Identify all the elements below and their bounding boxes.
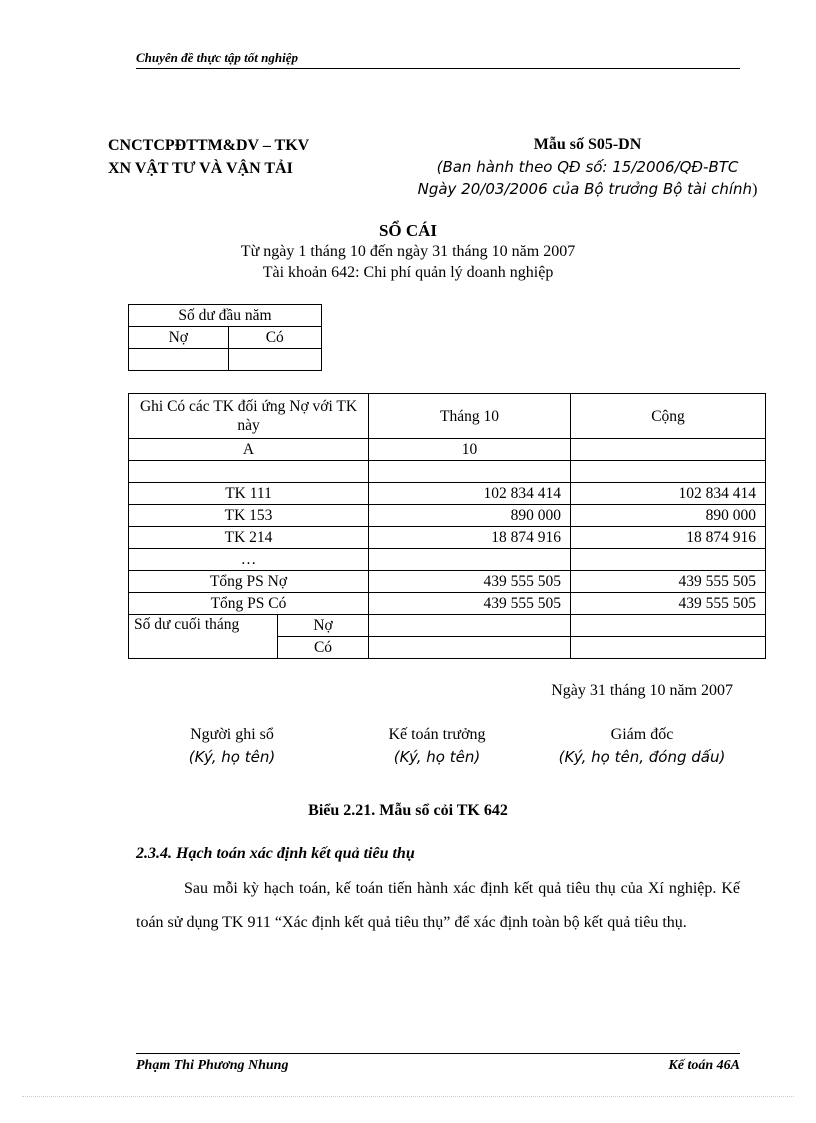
table-row (129, 505, 766, 527)
signature-note: (Ký, họ tên) (188, 748, 276, 766)
row-account: TK 153 (129, 505, 369, 527)
row-total-value: 18 874 916 (571, 527, 766, 549)
row-month-value: 890 000 (369, 505, 571, 527)
row-month-value: 102 834 414 (369, 483, 571, 505)
organization-block (108, 134, 309, 180)
date-line: Ngày 31 tháng 10 năm 2007 (551, 682, 733, 699)
table-row (129, 593, 766, 615)
opening-debit-header: Nợ (129, 327, 229, 349)
signature-director (532, 724, 752, 768)
ledger-period: Từ ngày 1 tháng 10 đến ngày 31 tháng 10 năm 2007 (240, 243, 576, 260)
opening-balance-header: Số dư đầu năm (129, 305, 322, 327)
table-row (129, 483, 766, 505)
column-header-total: Cộng (571, 394, 766, 439)
code-total (571, 439, 766, 461)
column-header-month: Tháng 10 (369, 394, 571, 439)
header-rule (136, 68, 740, 69)
signature-role: Kế toán trưởng (388, 726, 486, 743)
row-account: Tổng PS Nợ (129, 571, 369, 593)
header-title: Chuyên đề thực tập tốt nghiệp (136, 50, 298, 65)
opening-balance-table (128, 304, 322, 371)
form-issued-line-2: Ngày 20/03/2006 của Bộ trưởng Bộ tài chính (417, 180, 753, 198)
closing-credit-label: Có (278, 637, 369, 659)
ledger-account: Tài khoản 642: Chi phí quản lý doanh nghiệp (262, 264, 554, 281)
figure-caption: Biểu 2.21. Mẫu sổ cỏi TK 642 (308, 802, 508, 819)
ledger-table (128, 393, 766, 659)
table-row (129, 571, 766, 593)
row-account: TK 214 (129, 527, 369, 549)
closing-balance-label: Số dư cuối tháng (129, 615, 278, 659)
closing-credit-total (571, 637, 766, 659)
row-month-value: 439 555 505 (369, 571, 571, 593)
footer-rule (136, 1053, 740, 1054)
closing-debit-label: Nợ (278, 615, 369, 637)
closing-debit-month (369, 615, 571, 637)
footer-author: Phạm Thi Phương Nhung (136, 1058, 289, 1073)
signature-chief-accountant (327, 724, 547, 768)
column-header-account: Ghi Có các TK đối ứng Nợ với TK này (129, 394, 369, 439)
code-month: 10 (369, 439, 571, 461)
table-row (129, 549, 766, 571)
opening-credit-header: Có (228, 327, 321, 349)
blank-row-cell (129, 461, 369, 483)
closing-credit-month (369, 637, 571, 659)
form-info-block (400, 134, 775, 201)
signature-role: Người ghi sổ (190, 726, 274, 743)
signature-note: (Ký, họ tên) (393, 748, 481, 766)
row-month-value: 18 874 916 (369, 527, 571, 549)
table-row (129, 527, 766, 549)
form-close-paren: ) (752, 181, 758, 198)
signature-recorder (122, 724, 342, 768)
row-total-value: 439 555 505 (571, 571, 766, 593)
code-account: A (129, 439, 369, 461)
opening-debit-value (129, 349, 229, 371)
row-account: TK 111 (129, 483, 369, 505)
row-month-value (369, 549, 571, 571)
ledger-title-block (100, 220, 716, 283)
row-total-value: 102 834 414 (571, 483, 766, 505)
organization-line-2: XN VẬT TƯ VÀ VẬN TẢI (108, 160, 293, 177)
footer-class: Kế toán 46A (668, 1058, 740, 1073)
ledger-title: SỔ CÁI (378, 221, 438, 240)
row-total-value: 890 000 (571, 505, 766, 527)
opening-credit-value (228, 349, 321, 371)
signature-note: (Ký, họ tên, đóng dấu) (558, 748, 726, 766)
form-code: Mẫu số S05-DN (533, 136, 642, 153)
row-month-value: 439 555 505 (369, 593, 571, 615)
blank-row-cell (571, 461, 766, 483)
form-issued-line-1: (Ban hành theo QĐ số: 15/2006/QĐ-BTC (436, 158, 739, 176)
closing-debit-total (571, 615, 766, 637)
row-total-value: 439 555 505 (571, 593, 766, 615)
section-heading: 2.3.4. Hạch toán xác định kết quả tiêu thụ (136, 845, 415, 862)
row-account: Tổng PS Có (129, 593, 369, 615)
page-edge-divider (22, 1096, 794, 1097)
organization-line-1: CNCTCPĐTTM&DV – TKV (108, 137, 310, 154)
row-total-value (571, 549, 766, 571)
body-paragraph: Sau mỗi kỳ hạch toán, kế toán tiến hành xác định kết quả tiêu thụ của Xí nghiệp. Kế toán sử dụng TK 911 “Xác định kết quả tiêu thụ” để xác định toàn bộ kết quả tiêu thụ. (136, 880, 740, 931)
row-account: … (129, 549, 369, 571)
signature-role: Giám đốc (610, 726, 674, 743)
blank-row-cell (369, 461, 571, 483)
